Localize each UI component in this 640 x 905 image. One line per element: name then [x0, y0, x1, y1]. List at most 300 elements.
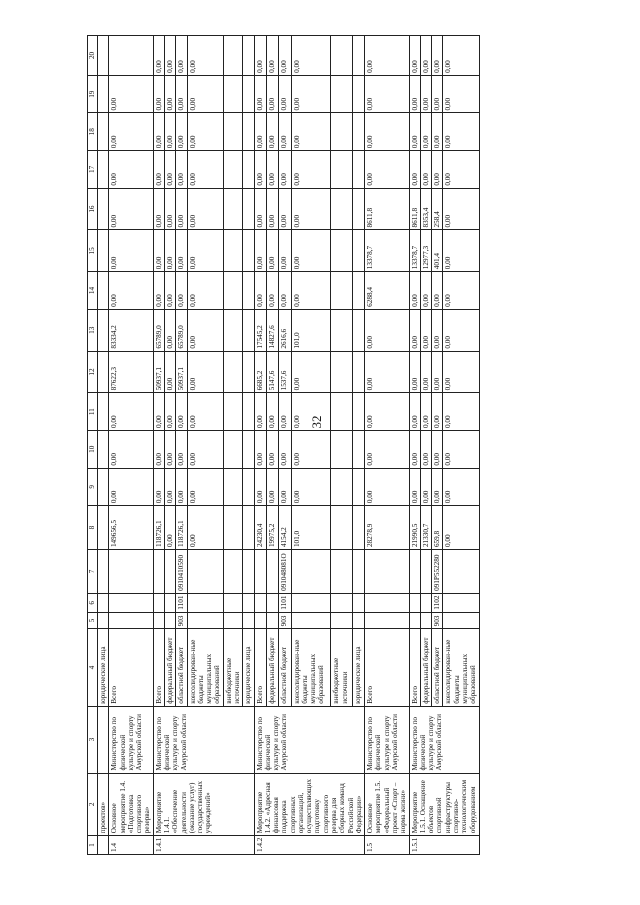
- table-cell: 1.5: [365, 836, 409, 855]
- table-cell: областной бюджет: [279, 629, 291, 706]
- table-cell: 0,00: [266, 36, 278, 76]
- table-cell: 0910410590: [176, 550, 187, 594]
- table-cell: 0,00: [187, 430, 223, 468]
- table-cell: 0,00: [443, 188, 479, 230]
- table-cell: федеральный бюджет: [420, 629, 431, 706]
- table-cell: 0,00: [187, 151, 223, 189]
- table-cell: [352, 593, 364, 612]
- table-cell: 0,00: [153, 272, 164, 310]
- table-cell: 0,00: [365, 113, 409, 151]
- table-cell: областной бюджет: [176, 629, 187, 706]
- table-cell: Мероприятие 1.5.1. Оснащение объектов спортивной инфраструктуры спортивно-технологическим оборудованием: [409, 773, 479, 836]
- table-cell: [254, 612, 266, 629]
- table-cell: юридические лица: [352, 629, 364, 706]
- table-cell: 0,00: [176, 430, 187, 468]
- table-cell: [331, 113, 352, 151]
- column-number-cell: 14: [88, 272, 98, 310]
- table-cell: 0,00: [164, 75, 175, 113]
- table-cell: 0,00: [365, 75, 409, 113]
- table-cell: 101,0: [291, 309, 331, 351]
- table-cell: 118726,1: [153, 506, 164, 550]
- table-cell: [266, 550, 278, 594]
- table-cell: 0,00: [420, 272, 431, 310]
- table-cell: [223, 612, 243, 629]
- table-cell: 0,00: [420, 75, 431, 113]
- table-cell: 1101: [279, 593, 291, 612]
- table-cell: 0,00: [432, 351, 443, 393]
- table-cell: 0,00: [432, 113, 443, 151]
- table-cell: 50937,1: [176, 351, 187, 393]
- table-cell: Всего: [153, 629, 164, 706]
- table-cell: 0,00: [109, 151, 153, 189]
- table-cell: [243, 309, 254, 351]
- table-cell: 0,00: [164, 230, 175, 272]
- table-cell: 0,00: [266, 430, 278, 468]
- table-cell: 0,00: [365, 430, 409, 468]
- table-cell: 0,00: [187, 230, 223, 272]
- table-cell: [109, 593, 153, 612]
- table-cell: 0,00: [291, 75, 331, 113]
- table-cell: [331, 593, 352, 612]
- table-row: [365, 36, 409, 855]
- table-cell: юридические лица: [243, 629, 254, 706]
- table-cell: [352, 430, 364, 468]
- table-cell: 8611,8: [365, 188, 409, 230]
- column-number-cell: 5: [88, 612, 98, 629]
- table-cell: 0,00: [176, 113, 187, 151]
- table-cell: 0,00: [409, 393, 420, 431]
- table-cell: 0,00: [176, 272, 187, 310]
- table-cell: 0,00: [153, 188, 164, 230]
- table-cell: 0,00: [443, 430, 479, 468]
- table-row: [153, 36, 164, 855]
- table-cell: [443, 593, 479, 612]
- column-number-cell: 2: [88, 773, 98, 836]
- table-cell: 0,00: [443, 506, 479, 550]
- table-cell: [223, 593, 243, 612]
- table-cell: 903: [432, 612, 443, 629]
- table-cell: [243, 430, 254, 468]
- table-cell: 13378,7: [365, 230, 409, 272]
- table-cell: [352, 309, 364, 351]
- table-cell: 0,00: [254, 430, 266, 468]
- table-cell: [365, 550, 409, 594]
- table-cell: [352, 113, 364, 151]
- table-cell: 0,00: [291, 393, 331, 431]
- table-cell: 659,8: [432, 506, 443, 550]
- column-number-cell: 3: [88, 706, 98, 773]
- table-cell: 0,00: [254, 75, 266, 113]
- table-cell: [352, 550, 364, 594]
- table-cell: 0,00: [266, 151, 278, 189]
- table-cell: 28278,9: [365, 506, 409, 550]
- table-row-top: [98, 36, 109, 855]
- table-cell: [223, 113, 243, 151]
- table-cell: [243, 36, 254, 76]
- table-cell: 6288,4: [365, 272, 409, 310]
- table-cell: 2616,6: [279, 309, 291, 351]
- table-cell: 0,00: [432, 309, 443, 351]
- table-cell: Всего: [254, 629, 266, 706]
- column-number-cell: 7: [88, 550, 98, 594]
- table-cell: Министерство по физической культуре и спорту Амурской области: [365, 706, 409, 773]
- table-cell: [223, 351, 243, 393]
- column-number-cell: 8: [88, 506, 98, 550]
- table-cell: 0,00: [164, 468, 175, 506]
- table-cell: 0,00: [409, 430, 420, 468]
- table-cell: Министерство по физической культуре и спорту Амурской области: [153, 706, 254, 773]
- table-cell: 0,00: [291, 430, 331, 468]
- table-cell: 6685,2: [254, 351, 266, 393]
- column-number-cell: 10: [88, 430, 98, 468]
- column-number-cell: 6: [88, 593, 98, 612]
- table-cell: 0,00: [365, 393, 409, 431]
- table-cell: [109, 612, 153, 629]
- rotated-table-container: [87, 35, 557, 855]
- column-number-cell: 13: [88, 309, 98, 351]
- table-cell: 0,00: [164, 36, 175, 76]
- table-cell: 0,00: [443, 113, 479, 151]
- table-cell: 0,00: [176, 230, 187, 272]
- table-cell: [291, 612, 331, 629]
- table-cell: 118726,1: [176, 506, 187, 550]
- table-cell: [352, 230, 364, 272]
- table-cell: [223, 309, 243, 351]
- table-row: [109, 36, 153, 855]
- table-cell: 21330,7: [420, 506, 431, 550]
- table-cell: [331, 75, 352, 113]
- table-cell: 401,4: [432, 230, 443, 272]
- table-cell: 65789,0: [153, 309, 164, 351]
- table-cell: 0,00: [365, 351, 409, 393]
- column-number-cell: 19: [88, 75, 98, 113]
- column-number-cell: 11: [88, 393, 98, 431]
- table-cell: 0,00: [176, 188, 187, 230]
- table-cell: [352, 506, 364, 550]
- table-cell: 0,00: [153, 113, 164, 151]
- table-cell: 0,00: [187, 113, 223, 151]
- table-cell: 0,00: [443, 36, 479, 76]
- table-cell: [443, 612, 479, 629]
- column-number-row: [88, 36, 98, 855]
- table-cell: внебюджетные источники: [223, 629, 243, 706]
- table-cell: 0,00: [432, 36, 443, 76]
- table-cell: 0,00: [109, 430, 153, 468]
- table-cell: 0,00: [291, 36, 331, 76]
- table-cell: 0,00: [153, 393, 164, 431]
- table-cell: 0,00: [266, 230, 278, 272]
- table-cell: 0,00: [291, 468, 331, 506]
- table-cell: 0,00: [109, 188, 153, 230]
- table-cell: [331, 151, 352, 189]
- table-cell: внебюджетные источники: [331, 629, 352, 706]
- table-cell: [153, 593, 164, 612]
- table-cell: федеральный бюджет: [164, 629, 175, 706]
- table-cell: [153, 550, 164, 594]
- table-cell: 0,00: [432, 151, 443, 189]
- table-cell: [223, 151, 243, 189]
- column-number-cell: 15: [88, 230, 98, 272]
- table-cell: областной бюджет: [432, 629, 443, 706]
- table-cell: [331, 188, 352, 230]
- table-cell: 0,00: [365, 309, 409, 351]
- table-cell: 0,00: [409, 272, 420, 310]
- table-cell: 0,00: [109, 393, 153, 431]
- table-cell: 0,00: [164, 506, 175, 550]
- table-cell: 0,00: [254, 393, 266, 431]
- table-cell: 0,00: [187, 506, 223, 550]
- table-cell: 21990,5: [409, 506, 420, 550]
- table-cell: федеральный бюджет: [266, 629, 278, 706]
- table-cell: [243, 151, 254, 189]
- table-cell: [153, 612, 164, 629]
- table-cell: 0,00: [279, 75, 291, 113]
- table-cell: [352, 151, 364, 189]
- table-cell: 8353,4: [420, 188, 431, 230]
- table-cell: 0,00: [420, 468, 431, 506]
- table-cell: [243, 506, 254, 550]
- table-cell: 0,00: [409, 468, 420, 506]
- table-cell: 19975,2: [266, 506, 278, 550]
- table-cell: 0,00: [291, 188, 331, 230]
- table-cell: [243, 612, 254, 629]
- table-cell: 1.5.1: [409, 836, 479, 855]
- table-cell: 1.4.2: [254, 836, 365, 855]
- table-cell: 0,00: [109, 468, 153, 506]
- table-cell: [243, 468, 254, 506]
- table-cell: 0,00: [153, 36, 164, 76]
- table-cell: [109, 36, 153, 76]
- table-cell: [291, 550, 331, 594]
- table-cell: 0,00: [254, 151, 266, 189]
- table-cell: 0,00: [164, 430, 175, 468]
- table-cell: Министерство по физической культуре и спорту Амурской области: [254, 706, 365, 773]
- table-cell: [243, 75, 254, 113]
- table-cell: 0,00: [176, 468, 187, 506]
- table-cell: 0,00: [443, 151, 479, 189]
- table-cell: [352, 272, 364, 310]
- table-cell: 0,00: [279, 272, 291, 310]
- table-cell: [331, 550, 352, 594]
- table-cell: 091Р552280: [432, 550, 443, 594]
- table-cell: 0,00: [164, 151, 175, 189]
- table-cell: 0,00: [187, 393, 223, 431]
- table-cell: 0,00: [365, 151, 409, 189]
- table-cell: 0,00: [176, 36, 187, 76]
- table-cell: 4154,2: [279, 506, 291, 550]
- table-cell: 0,00: [109, 113, 153, 151]
- table-cell: [223, 393, 243, 431]
- table-cell: 0,00: [109, 75, 153, 113]
- table-cell: Основное мероприятие 1.5. «Федеральный проект «Спорт – норма жизни»: [365, 773, 409, 836]
- table-cell: 0,00: [279, 468, 291, 506]
- table-cell: 17545,2: [254, 309, 266, 351]
- table-cell: 0,00: [291, 272, 331, 310]
- table-cell: 0,00: [420, 393, 431, 431]
- table-cell: 0,00: [187, 36, 223, 76]
- column-number-cell: 1: [88, 836, 98, 855]
- table-cell: [352, 468, 364, 506]
- table-cell: [243, 351, 254, 393]
- table-cell: [266, 612, 278, 629]
- cell-source: юридические лица: [98, 629, 109, 706]
- table-cell: 1.4: [109, 836, 153, 855]
- table-cell: [352, 75, 364, 113]
- table-cell: Всего: [365, 629, 409, 706]
- table-cell: [223, 36, 243, 76]
- table-cell: Всего: [409, 629, 420, 706]
- table-cell: 0,00: [279, 113, 291, 151]
- table-cell: 87622,3: [109, 351, 153, 393]
- table-cell: [164, 550, 175, 594]
- cell-name: проектов»: [98, 773, 109, 836]
- table-cell: 0,00: [420, 151, 431, 189]
- table-cell: [420, 612, 431, 629]
- table-cell: [331, 272, 352, 310]
- table-cell: [243, 230, 254, 272]
- table-cell: 0,00: [409, 151, 420, 189]
- table-cell: 0,00: [443, 272, 479, 310]
- table-cell: [331, 612, 352, 629]
- table-cell: [187, 593, 223, 612]
- table-cell: 0,00: [432, 393, 443, 431]
- table-cell: [243, 550, 254, 594]
- table-cell: 0,00: [164, 113, 175, 151]
- table-cell: 14827,6: [266, 309, 278, 351]
- table-cell: [331, 309, 352, 351]
- table-cell: [223, 430, 243, 468]
- table-cell: 0,00: [254, 36, 266, 76]
- table-cell: 0,00: [432, 272, 443, 310]
- table-cell: 0,00: [164, 393, 175, 431]
- table-cell: 0,00: [409, 309, 420, 351]
- table-cell: 0,00: [443, 75, 479, 113]
- table-cell: [243, 393, 254, 431]
- table-cell: 0,00: [153, 151, 164, 189]
- table-cell: 0,00: [291, 151, 331, 189]
- table-cell: Министерство по физической культуре и спорту Амурской области: [409, 706, 479, 773]
- table-cell: 0,00: [187, 75, 223, 113]
- table-cell: 0,00: [266, 113, 278, 151]
- table-cell: 0,00: [443, 309, 479, 351]
- table-cell: 0,00: [164, 188, 175, 230]
- table-cell: [365, 593, 409, 612]
- table-cell: [187, 550, 223, 594]
- table-cell: 8611,8: [409, 188, 420, 230]
- table-cell: [223, 468, 243, 506]
- table-cell: Мероприятие 1.4.1. «Обеспечение деятельности (оказание услуг) государственных учреждений»: [153, 773, 254, 836]
- table-cell: [243, 188, 254, 230]
- table-cell: 0,00: [279, 151, 291, 189]
- table-row: [409, 36, 420, 855]
- table-cell: 0,00: [443, 393, 479, 431]
- table-cell: 0,00: [279, 430, 291, 468]
- table-cell: [409, 593, 420, 612]
- table-cell: 0,00: [254, 468, 266, 506]
- table-cell: [331, 506, 352, 550]
- table-cell: 0,00: [420, 113, 431, 151]
- table-cell: [331, 36, 352, 76]
- table-cell: [409, 550, 420, 594]
- table-cell: консолидирован-ные бюджеты муниципальных образований: [291, 629, 331, 706]
- table-cell: 0,00: [176, 151, 187, 189]
- table-cell: 0,00: [109, 272, 153, 310]
- table-cell: 0,00: [153, 468, 164, 506]
- table-cell: 149656,5: [109, 506, 153, 550]
- table-cell: 0,00: [279, 393, 291, 431]
- table-cell: 0,00: [254, 113, 266, 151]
- table-cell: [352, 393, 364, 431]
- table-cell: [109, 550, 153, 594]
- table-cell: [352, 351, 364, 393]
- table-cell: [443, 550, 479, 594]
- table-cell: 0,00: [420, 36, 431, 76]
- table-cell: 0,00: [409, 113, 420, 151]
- table-cell: 0,00: [176, 393, 187, 431]
- table-cell: 65789,0: [176, 309, 187, 351]
- table-cell: 0,00: [443, 351, 479, 393]
- table-cell: [331, 351, 352, 393]
- table-cell: 0,00: [266, 272, 278, 310]
- table-cell: Основное мероприятие 1.4. «Подготовка спортивного резерва»: [109, 773, 153, 836]
- table-cell: [223, 230, 243, 272]
- table-cell: [352, 612, 364, 629]
- table-cell: [331, 393, 352, 431]
- table-cell: 0,00: [187, 309, 223, 351]
- table-cell: [409, 612, 420, 629]
- table-cell: 13378,7: [409, 230, 420, 272]
- table-cell: [243, 113, 254, 151]
- table-cell: 0,00: [153, 430, 164, 468]
- table-cell: [352, 36, 364, 76]
- page-number: 32: [309, 415, 324, 429]
- table-cell: [420, 593, 431, 612]
- table-cell: 0,00: [266, 75, 278, 113]
- column-number-cell: 16: [88, 188, 98, 230]
- table-cell: [243, 593, 254, 612]
- table-cell: 0,00: [266, 188, 278, 230]
- budget-table: [87, 35, 480, 855]
- table-cell: [223, 272, 243, 310]
- table-cell: 0,00: [187, 468, 223, 506]
- table-cell: [365, 612, 409, 629]
- table-cell: [243, 272, 254, 310]
- table-cell: [164, 593, 175, 612]
- table-cell: [187, 612, 223, 629]
- table-cell: 258,4: [432, 188, 443, 230]
- table-cell: 0,00: [164, 272, 175, 310]
- table-cell: [266, 593, 278, 612]
- table-cell: Всего: [109, 629, 153, 706]
- table-cell: Министерство по физической культуре и спорту Амурской области: [109, 706, 153, 773]
- table-cell: 0,00: [153, 230, 164, 272]
- table-cell: 0,00: [432, 430, 443, 468]
- table-cell: 0,00: [365, 36, 409, 76]
- table-cell: 0,00: [432, 468, 443, 506]
- table-cell: [352, 188, 364, 230]
- table-cell: [223, 188, 243, 230]
- table-cell: 0,00: [266, 468, 278, 506]
- table-cell: 0,00: [420, 430, 431, 468]
- table-cell: 0,00: [291, 230, 331, 272]
- table-cell: 0,00: [164, 309, 175, 351]
- table-cell: [331, 230, 352, 272]
- table-cell: 5147,6: [266, 351, 278, 393]
- table-cell: [254, 593, 266, 612]
- table-cell: 0,00: [409, 36, 420, 76]
- table-cell: 0,00: [187, 351, 223, 393]
- column-number-cell: 4: [88, 629, 98, 706]
